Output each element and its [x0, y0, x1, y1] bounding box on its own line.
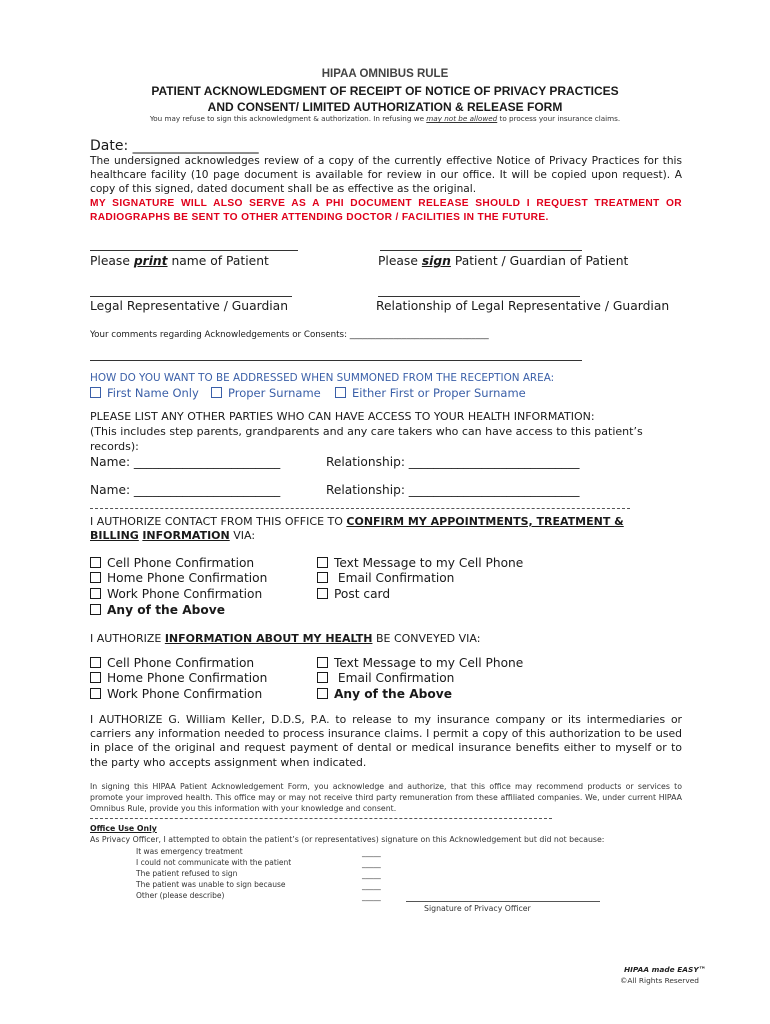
office-intro: As Privacy Officer, I attempted to obtain the patient’s (or representatives) signature on this Acknowledgement but did not because:: [90, 835, 605, 844]
health-option-home[interactable]: Home Phone Confirmation: [90, 671, 267, 685]
contact-option-cell[interactable]: Cell Phone Confirmation: [90, 556, 254, 570]
checkbox-icon: [90, 688, 101, 699]
checkbox-icon: [317, 688, 328, 699]
health-info-heading: I AUTHORIZE INFORMATION ABOUT MY HEALTH BE CONVEYED VIA:: [90, 632, 481, 645]
remuneration-disclaimer: In signing this HIPAA Patient Acknowledgement Form, you acknowledge and authorize, that this office may recommend products or services to promote your improved health. This office may or may not receive third party remuneration from these affiliated companies. We, under current HIPAA Omnibus Rule, provide you this information with your knowledge and consent.: [90, 782, 682, 813]
print-name-label: Please print name of Patient: [90, 254, 269, 268]
checkbox-icon: [90, 387, 101, 398]
patient-signature-line[interactable]: [380, 250, 582, 251]
parties-heading: PLEASE LIST ANY OTHER PARTIES WHO CAN HAVE ACCESS TO YOUR HEALTH INFORMATION:: [90, 410, 595, 423]
reason-blank-5[interactable]: _____: [362, 892, 381, 901]
form-rule-title: HIPAA OMNIBUS RULE: [321, 68, 449, 80]
checkbox-icon: [90, 672, 101, 683]
checkbox-icon: [90, 657, 101, 668]
form-title-line-1: PATIENT ACKNOWLEDGMENT OF RECEIPT OF NOTICE OF PRIVACY PRACTICES: [151, 84, 619, 98]
insurance-authorization: I AUTHORIZE G. William Keller, D.D.S, P.A. to release to my insurance company or its intermediaries or carriers any information needed to process insurance claims. I permit a copy of this authorization to be used in place of the original and request payment of dental or medical insurance benefits either to myself or to the party who accepts assignment when indicated.: [90, 713, 682, 769]
office-use-title: Office Use Only: [90, 824, 157, 833]
health-option-cell[interactable]: Cell Phone Confirmation: [90, 656, 254, 670]
legal-rep-label: Legal Representative / Guardian: [90, 299, 288, 313]
checkbox-icon: [317, 557, 328, 568]
contact-option-postcard[interactable]: Post card: [317, 587, 390, 601]
reason-blank-1[interactable]: _____: [362, 848, 381, 857]
reason-blank-2[interactable]: _____: [362, 859, 381, 868]
checkbox-icon: [317, 672, 328, 683]
checkbox-icon: [90, 604, 101, 615]
sign-label: Please sign Patient / Guardian of Patient: [378, 254, 629, 268]
address-option-first-name[interactable]: First Name Only: [90, 386, 199, 400]
contact-option-work[interactable]: Work Phone Confirmation: [90, 587, 262, 601]
party-name-field-2[interactable]: Name: ________________________: [90, 483, 281, 497]
checkbox-icon: [317, 572, 328, 583]
reason-blank-4[interactable]: _____: [362, 881, 381, 890]
parties-note: (This includes step parents, grandparents and any care takers who can have access to this patient’s records):: [90, 425, 643, 453]
contact-option-home[interactable]: Home Phone Confirmation: [90, 571, 267, 585]
relationship-line[interactable]: [378, 296, 580, 297]
patient-name-line[interactable]: [90, 250, 298, 251]
party-relationship-field-1[interactable]: Relationship: ____________________________: [326, 455, 580, 469]
address-option-surname[interactable]: Proper Surname: [211, 386, 321, 400]
acknowledgement-paragraph: The undersigned acknowledges review of a copy of the currently effective Notice of Privacy Practices for this healthcare facility (10 page document is available for review in our office. It will be copied upon request). A copy of this signed, dated document shall be as effective as the original.: [90, 155, 682, 196]
legal-rep-line[interactable]: [90, 296, 292, 297]
health-option-email[interactable]: Email Confirmation: [317, 671, 454, 685]
health-option-any[interactable]: Any of the Above: [317, 687, 452, 701]
health-option-text[interactable]: Text Message to my Cell Phone: [317, 656, 523, 670]
contact-option-email[interactable]: Email Confirmation: [317, 571, 454, 585]
address-question: HOW DO YOU WANT TO BE ADDRESSED WHEN SUMMONED FROM THE RECEPTION AREA:: [90, 372, 555, 384]
checkbox-icon: [211, 387, 222, 398]
contact-authorization-heading: I AUTHORIZE CONTACT FROM THIS OFFICE TO CONFIRM MY APPOINTMENTS, TREATMENT & BILLING INFORMATION VIA:: [90, 515, 624, 542]
checkbox-icon: [90, 557, 101, 568]
contact-option-any[interactable]: Any of the Above: [90, 603, 225, 617]
checkbox-icon: [335, 387, 346, 398]
reason-emergency: It was emergency treatment: [136, 847, 243, 856]
party-name-field-1[interactable]: Name: ________________________: [90, 455, 281, 469]
relationship-label: Relationship of Legal Representative / Guardian: [376, 299, 670, 313]
privacy-officer-signature-label: Signature of Privacy Officer: [424, 904, 531, 913]
brand-mark: HIPAA made EASY™: [624, 965, 707, 974]
copyright: ©All Rights Reserved: [620, 976, 699, 985]
party-relationship-field-2[interactable]: Relationship: ____________________________: [326, 483, 580, 497]
reason-refused: The patient refused to sign: [136, 869, 238, 878]
comments-line[interactable]: [90, 360, 582, 361]
section-divider: [90, 508, 630, 509]
phi-release-warning: MY SIGNATURE WILL ALSO SERVE AS A PHI DOCUMENT RELEASE SHOULD I REQUEST TREATMENT OR RADIOGRAPHS BE SENT TO OTHER ATTENDING DOCTOR / FACILITIES IN THE FUTURE.: [90, 198, 682, 224]
office-divider: [90, 818, 552, 819]
contact-option-text[interactable]: Text Message to my Cell Phone: [317, 556, 523, 570]
checkbox-icon: [90, 572, 101, 583]
checkbox-icon: [317, 588, 328, 599]
comments-field[interactable]: Your comments regarding Acknowledgements or Consents: ________________________________: [90, 330, 489, 340]
reason-other: Other (please describe): [136, 891, 225, 900]
health-option-work[interactable]: Work Phone Confirmation: [90, 687, 262, 701]
refusal-note: You may refuse to sign this acknowledgment & authorization. In refusing we may not be allowed to process your insurance claims.: [149, 114, 621, 123]
form-title-line-2: AND CONSENT/ LIMITED AUTHORIZATION & RELEASE FORM: [207, 100, 563, 114]
reason-unable: The patient was unable to sign because: [136, 880, 286, 889]
address-option-either[interactable]: Either First or Proper Surname: [335, 386, 526, 400]
privacy-officer-signature-line[interactable]: [406, 901, 600, 902]
checkbox-icon: [317, 657, 328, 668]
reason-communicate: I could not communicate with the patient: [136, 858, 292, 867]
date-field[interactable]: Date: __________________: [90, 138, 259, 154]
reason-blank-3[interactable]: _____: [362, 870, 381, 879]
checkbox-icon: [90, 588, 101, 599]
